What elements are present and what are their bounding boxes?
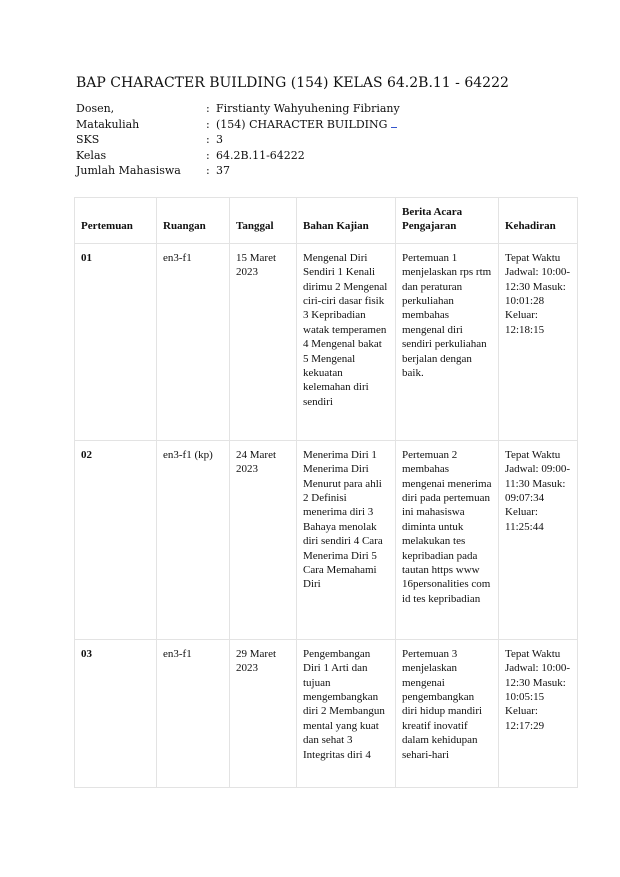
info-row-kelas xyxy=(76,148,400,164)
info-colon: : xyxy=(206,164,210,178)
cell-tanggal: 15 Maret 2023 xyxy=(230,243,297,440)
header-tanggal: Tanggal xyxy=(230,198,297,244)
info-colon: : xyxy=(206,117,210,131)
info-row-jumlah-mahasiswa xyxy=(76,163,400,179)
header-bahan-kajian: Bahan Kajian xyxy=(297,198,396,244)
info-row-dosen xyxy=(76,101,400,117)
cell-ruangan: en3-f1 xyxy=(157,243,230,440)
table-row xyxy=(75,243,578,440)
info-value: Firstianty Wahyuhening Fibriany xyxy=(216,102,400,115)
cell-kehadiran: Tepat Waktu Jadwal: 10:00-12:30 Masuk: 10:05:15 Keluar: 12:17:29 xyxy=(499,639,578,787)
cell-bahan-kajian: Pengembangan Diri 1 Arti dan tujuan mengembangkan diri 2 Membangun mental yang kuat dan sehat 3 Integritas diri 4 xyxy=(297,639,396,787)
cell-berita-acara: Pertemuan 1 menjelaskan rps rtm dan peraturan perkuliahan membahas mengenal diri sendiri perkuliahan berjalan dengan baik. xyxy=(396,243,499,440)
info-row-matakuliah xyxy=(76,117,400,133)
cell-kehadiran: Tepat Waktu Jadwal: 10:00-12:30 Masuk: 10:01:28 Keluar: 12:18:15 xyxy=(499,243,578,440)
page-title: BAP CHARACTER BUILDING (154) KELAS 64.2B.11 - 64222 xyxy=(76,75,509,91)
link-underline-mark[interactable] xyxy=(391,117,397,128)
cell-bahan-kajian: Menerima Diri 1 Menerima Diri Menurut para ahli 2 Definisi menerima diri 3 Bahaya menolak diri sendiri 4 Cara Menerima Diri 5 Cara Memahami Diri xyxy=(297,440,396,639)
cell-pertemuan: 03 xyxy=(75,639,157,787)
cell-pertemuan: 02 xyxy=(75,440,157,639)
cell-ruangan: en3-f1 xyxy=(157,639,230,787)
cell-pertemuan: 01 xyxy=(75,243,157,440)
cell-tanggal: 29 Maret 2023 xyxy=(230,639,297,787)
cell-kehadiran: Tepat Waktu Jadwal: 09:00-11:30 Masuk: 09:07:34 Keluar: 11:25:44 xyxy=(499,440,578,639)
info-value: 3 xyxy=(216,133,223,147)
cell-bahan-kajian: Mengenal Diri Sendiri 1 Kenali dirimu 2 Mengenal ciri-ciri dasar fisik 3 Kepribadian watak temperamen 4 Mengenal bakat 5 Mengenal kekuatan kelemahan diri sendiri xyxy=(297,243,396,440)
table-row xyxy=(75,440,578,639)
header-ruangan: Ruangan xyxy=(157,198,230,244)
info-value-with-link xyxy=(216,117,397,133)
info-label: Kelas xyxy=(76,148,107,162)
info-value: 64.2B.11-64222 xyxy=(216,148,305,162)
info-label: Jumlah Mahasiswa xyxy=(76,164,181,178)
info-value: (154) CHARACTER BUILDING xyxy=(216,117,388,131)
info-label: Dosen, xyxy=(76,102,115,115)
header-kehadiran: Kehadiran xyxy=(499,198,578,244)
info-colon: : xyxy=(206,133,210,147)
cell-tanggal: 24 Maret 2023 xyxy=(230,440,297,639)
info-colon: : xyxy=(206,148,210,162)
cell-ruangan: en3-f1 (kp) xyxy=(157,440,230,639)
info-row-sks xyxy=(76,132,400,148)
cell-berita-acara: Pertemuan 3 menjelaskan mengenai pengembangkan diri hidup mandiri kreatif inovatif dalam kehidupan sehari-hari xyxy=(396,639,499,787)
info-label: Matakuliah xyxy=(76,117,140,131)
header-pertemuan: Pertemuan xyxy=(75,198,157,244)
course-info xyxy=(76,101,400,179)
cell-berita-acara: Pertemuan 2 membahas mengenai menerima diri pada pertemuan ini mahasiswa diminta untuk melakukan tes kepribadian pada tautan https www 16personalities com id tes kepribadian xyxy=(396,440,499,639)
bap-table xyxy=(74,197,578,788)
info-colon: : xyxy=(206,102,210,115)
table-header-row xyxy=(75,198,578,244)
info-value: 37 xyxy=(216,164,230,178)
table-row xyxy=(75,639,578,787)
info-label: SKS xyxy=(76,133,100,147)
header-berita-acara: Berita Acara Pengajaran xyxy=(396,198,499,244)
